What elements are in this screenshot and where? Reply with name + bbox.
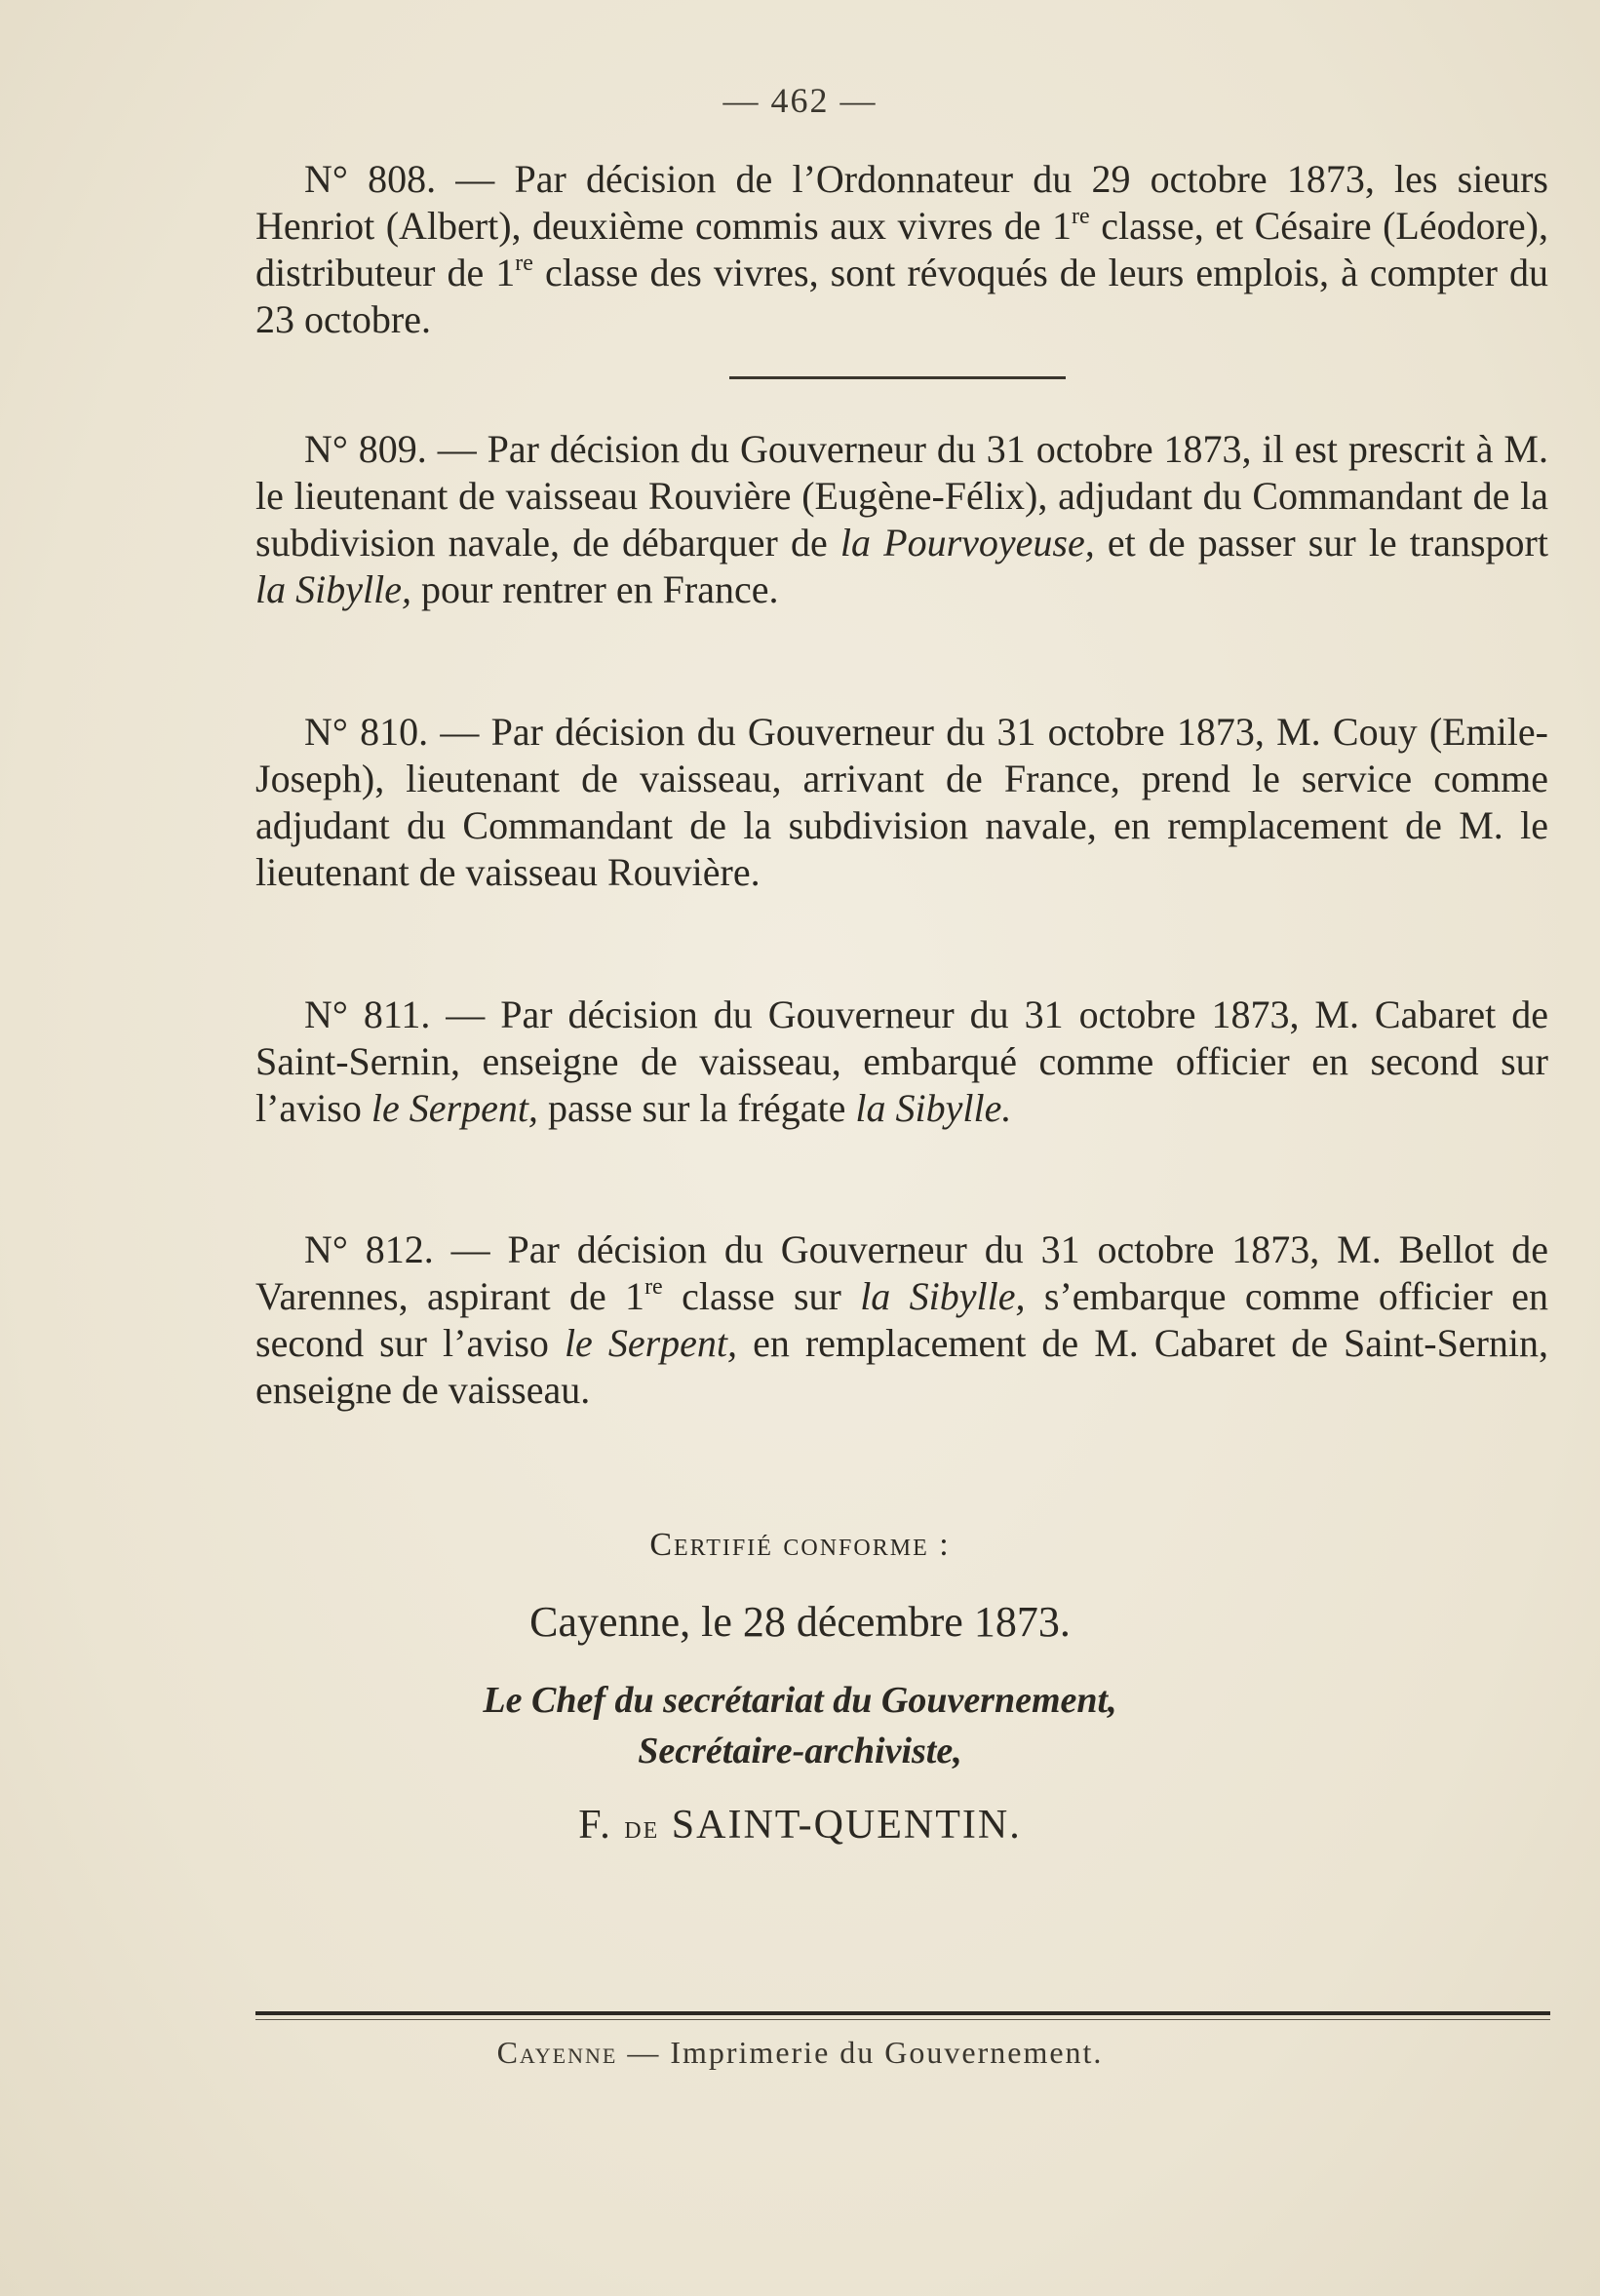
- printer-imprint: [0, 2035, 1600, 2071]
- decision-paragraph: [255, 426, 1548, 613]
- italic-text-run: la Sibylle.: [855, 1086, 1012, 1130]
- text-run: pour rentrer en France.: [410, 567, 779, 611]
- ordinal-superscript: re: [515, 251, 533, 276]
- text-run: N° 809. — Par décision du Gouverneur du 31 octobre 1873, il est prescrit à M. le lieutenant de vaisseau Rouvière (Eugène-Félix), adjudant du Commandant de la subdivision navale, de débarquer de: [255, 427, 1548, 564]
- italic-text-run: la Pourvoyeuse,: [839, 521, 1095, 564]
- page-number: — 462 —: [722, 81, 878, 120]
- text-run: N° 812. — Par décision du Gouverneur du 31 octobre 1873, M. Bellot de Varennes, aspirant de 1: [255, 1227, 1548, 1318]
- printer-city: Cayenne: [496, 2035, 618, 2070]
- signer-subtitle: Secrétaire-archiviste,: [638, 1731, 962, 1771]
- signer-initial: F.: [578, 1803, 612, 1848]
- signer-name: [0, 1802, 1600, 1848]
- decision-paragraph: [255, 992, 1548, 1132]
- decision-paragraph: [255, 1226, 1548, 1414]
- text-run: classe sur: [662, 1274, 861, 1318]
- italic-text-run: le Serpent,: [371, 1086, 538, 1130]
- ordinal-superscript: re: [644, 1274, 663, 1300]
- separator-rule: [729, 376, 1066, 379]
- decision-812: [255, 1226, 1548, 1414]
- decision-810: [255, 709, 1548, 896]
- ordinal-superscript: re: [1072, 204, 1090, 229]
- certification-line: Certifié conforme :: [649, 1527, 951, 1563]
- text-run: classe des vivres, sont révoqués de leurs emplois, à compter du 23 octobre.: [255, 251, 1548, 341]
- text-run: N° 811. — Par décision du Gouverneur du 31 octobre 1873, M. Cabaret de Saint-Sernin, enseigne de vaisseau, embarqué comme officier en second sur l’aviso: [255, 992, 1548, 1130]
- decision-809: [255, 426, 1548, 613]
- text-run: passe sur la frégate: [537, 1086, 856, 1130]
- text-run: en remplacement de M. Cabaret de Saint-Sernin, enseigne de vaisseau.: [255, 1321, 1548, 1412]
- signer-title: Le Chef du secrétariat du Gouvernement,: [483, 1680, 1117, 1721]
- text-run: classe, et Césaire (Léodore), distributeur de 1: [255, 204, 1548, 294]
- text-run: N° 810. — Par décision du Gouverneur du 31 octobre 1873, M. Couy (Emile-Joseph), lieutenant de vaisseau, arrivant de France, prend le service comme adjudant du Commandant de la subdivision navale, en remplacement de M. le lieutenant de vaisseau Rouvière.: [255, 710, 1548, 894]
- text-run: s’embarque comme officier en second sur l’aviso: [255, 1274, 1548, 1365]
- text-run: N° 808. — Par décision de l’Ordonnateur du 29 octobre 1873, les sieurs Henriot (Albert), deuxième commis aux vivres de 1: [255, 157, 1548, 248]
- italic-text-run: la Sibylle,: [255, 567, 411, 611]
- decision-808: [255, 156, 1548, 343]
- signer-surname: SAINT-QUENTIN.: [671, 1803, 1022, 1848]
- printer-name: — Imprimerie du Gouvernement.: [617, 2035, 1104, 2070]
- text-run: et de passer sur le transport: [1094, 521, 1548, 564]
- italic-text-run: le Serpent,: [564, 1321, 738, 1365]
- signer-particle: de: [624, 1810, 660, 1846]
- decision-paragraph: [255, 709, 1548, 896]
- decision-paragraph: [255, 156, 1548, 343]
- footer-rule-thin: [255, 2019, 1550, 2020]
- italic-text-run: la Sibylle,: [860, 1274, 1026, 1318]
- place-date: Cayenne, le 28 décembre 1873.: [529, 1598, 1071, 1646]
- decision-811: [255, 992, 1548, 1132]
- footer-rule: [255, 2011, 1550, 2015]
